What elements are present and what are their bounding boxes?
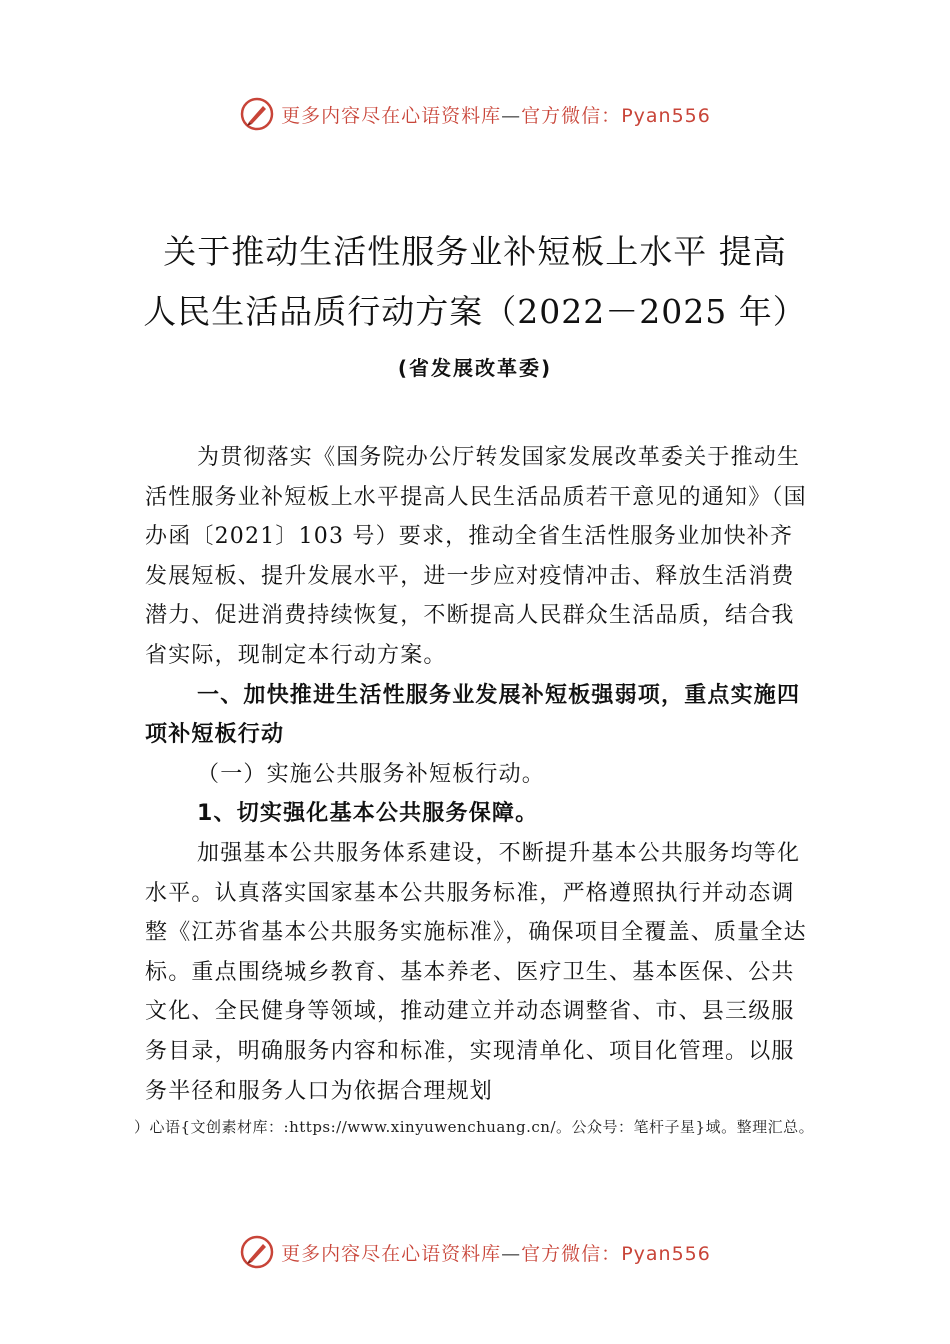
banner-separator: — [501,1242,522,1265]
title-line-2: 人民生活品质行动方案（2022－2025 年） [143,292,807,331]
title-line-1: 关于推动生活性服务业补短板上水平 提高 [163,232,787,271]
banner-wechat-label: 官方微信： [521,104,622,127]
banner-text [281,1239,711,1266]
intro-paragraph: 为贯彻落实《国务院办公厅转发国家发展改革委关于推动生活性服务业补短板上水平提高人民生活品质若干意见的通知》（国办函〔2021〕103 号）要求，推动全省生活性服务业加快补齐发展短板、提升发展水平，进一步应对疫情冲击、释放生活消费潜力、促进消费持续恢复，不断提高人民群众生活品质，结合我省实际，现制定本行动方案。 [145,445,807,668]
document-title [100,222,850,342]
banner-wechat-id: Pyan556 [621,1242,711,1265]
footer-source-note: ）心语{文创素材库：:https://www.xinyuwenchuang.cn/。公众号：笔杆子星}域。整理汇总。 [134,1118,815,1136]
banner-text [281,101,711,128]
pen-logo-icon [239,96,275,132]
banner-slogan: 更多内容尽在心语资料库 [281,104,502,127]
banner-wechat-id: Pyan556 [621,104,711,127]
banner-slogan: 更多内容尽在心语资料库 [281,1242,502,1265]
body-paragraph-1: 加强基本公共服务体系建设，不断提升基本公共服务均等化水平。认真落实国家基本公共服务标准，严格遵照执行并动态调整《江苏省基本公共服务实施标准》，确保项目全覆盖、质量全达标。重点围绕城乡教育、基本养老、医疗卫生、基本医保、公共文化、全民健身等领域，推动建立并动态调整省、市、县三级服务目录，明确服务内容和标准，实现清单化、项目化管理。以服务半径和服务人口为依据合理规划 [145,840,807,1104]
issuer: (省发展改革委) [397,356,553,380]
watermark-banner-top [0,94,950,134]
section-heading-1: 一、加快推进生活性服务业发展补短板强弱项，重点实施四项补短板行动 [145,682,801,748]
watermark-banner-bottom [0,1232,950,1272]
section-heading-2: （一）实施公共服务补短板行动。 [197,761,546,787]
document-body [145,438,810,1112]
banner-separator: — [501,104,522,127]
banner-wechat-label: 官方微信： [521,1242,622,1265]
pen-logo-icon [239,1234,275,1270]
section-heading-3: 1、切实强化基本公共服务保障。 [197,801,539,827]
